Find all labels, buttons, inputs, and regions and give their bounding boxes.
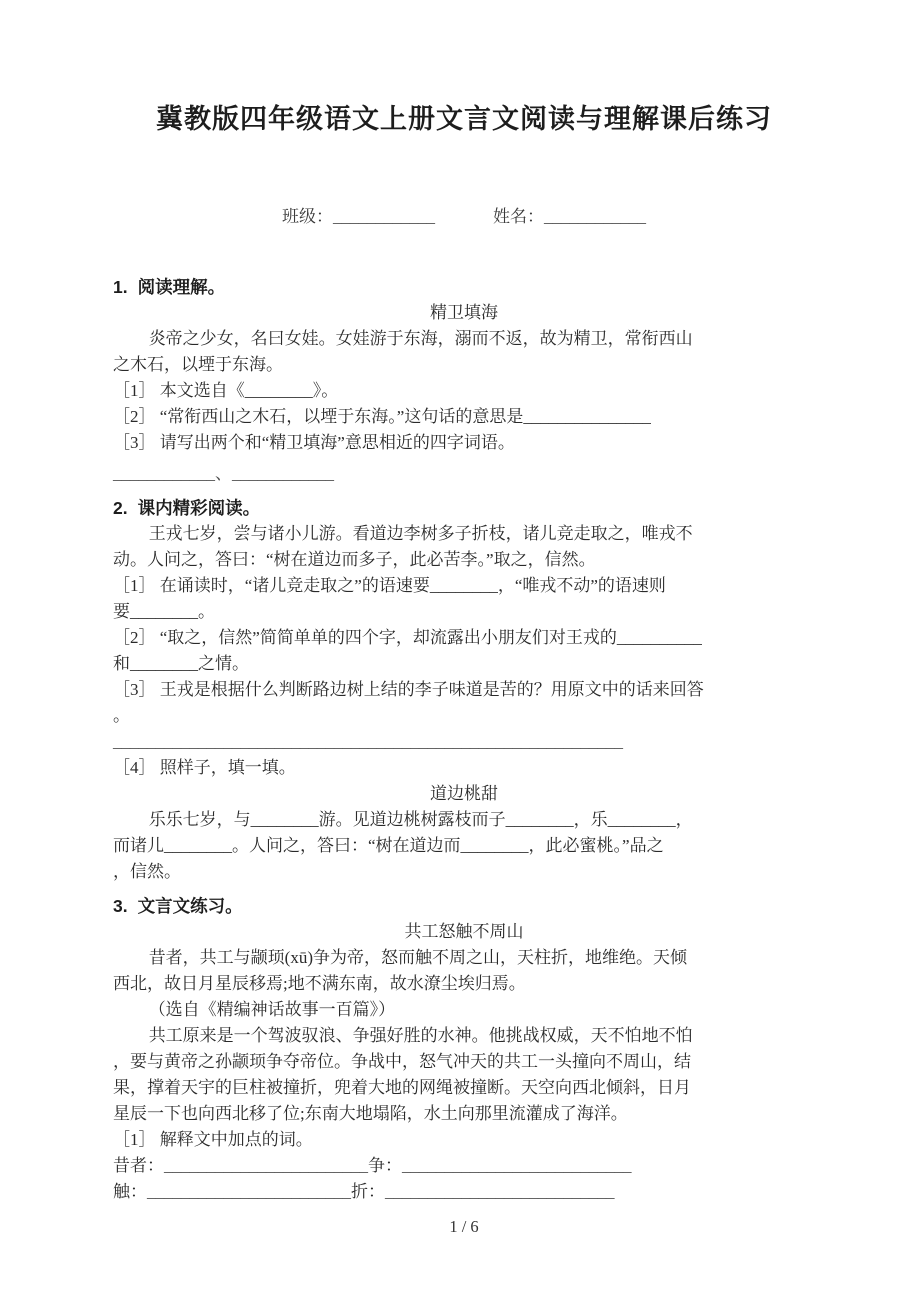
question-s2-q2: ［2］ “取之，信然”简简单单的四个字，却流露出小朋友们对王戎的__________ <box>113 628 702 647</box>
page-indicator: 1 / 6 <box>449 1217 479 1236</box>
name-field <box>493 207 646 226</box>
class-blank-line: ____________ <box>333 207 435 226</box>
passage-title-daobiantaotian: 道边桃甜 <box>430 784 498 803</box>
question-s2-q2-continued: 和________之情。 <box>113 654 249 673</box>
section-3-heading <box>113 893 815 919</box>
passage-line: 之木石，以堙于东海。 <box>113 355 283 374</box>
section-2-heading-label: 课内精彩阅读。 <box>137 498 261 518</box>
name-label: 姓名： <box>493 207 544 226</box>
name-blank-line: ____________ <box>544 207 646 226</box>
passage-line: 星辰一下也向西北移了位;东南大地塌陷，水土向那里流灌成了海洋。 <box>113 1104 628 1123</box>
passage-line: 果，撑着天宇的巨柱被撞折，兜着大地的网绳被撞断。天空向西北倾斜，日月 <box>113 1078 691 1097</box>
section-2-number: 2. <box>113 498 128 518</box>
question-s1-q1: ［1］ 本文选自《________》。 <box>113 381 339 400</box>
term-blank-line: ___________________________ <box>402 1156 632 1175</box>
passage-line: 西北，故日月星辰移焉;地不满东南，故水潦尘埃归焉。 <box>113 974 526 993</box>
passage-line: 而诸儿________。人问之，答曰：“树在道边而________，此必蜜桃。”品之 <box>113 836 664 855</box>
passage-line: 共工原来是一个驾波驭浪、争强好胜的水神。他挑战权威，天不怕地不怕 <box>148 1026 693 1045</box>
section-2-heading <box>113 495 815 521</box>
term-definition-row <box>113 1153 815 1179</box>
passage-line: ，要与黄帝之孙颛顼争夺帝位。争战中，怒气冲天的共工一头撞向不周山，结 <box>113 1052 691 1071</box>
section-3-heading-label: 文言文练习。 <box>137 896 243 916</box>
question-s2-q3-continued: 。 <box>113 706 130 725</box>
passage-line: 乐乐七岁，与________游。见道边桃树露枝而子________，乐________， <box>148 810 693 829</box>
passage-line: 动。人问之，答曰：“树在道边而多子，此必苦李。”取之，信然。 <box>113 550 596 569</box>
class-field <box>282 207 435 226</box>
passage-line: 王戎七岁，尝与诸小儿游。看道边李树多子折枝，诸儿竞走取之，唯戎不 <box>148 524 693 543</box>
answer-blank-pair: ____________、____________ <box>113 464 334 483</box>
section-3-number: 3. <box>113 896 128 916</box>
passage-title-gonggong: 共工怒触不周山 <box>404 922 524 941</box>
term-blank-line: ________________________ <box>164 1156 368 1175</box>
question-s1-q2: ［2］ “常衔西山之木石，以堙于东海。”这句话的意思是_______________ <box>113 407 651 426</box>
term-label: 触： <box>113 1182 147 1201</box>
question-s2-q4: ［4］ 照样子，填一填。 <box>113 758 296 777</box>
passage-line: ，信然。 <box>113 862 181 881</box>
term-blank-line: ________________________ <box>147 1182 351 1201</box>
question-s2-q1-continued: 要________。 <box>113 602 215 621</box>
question-s1-q3: ［3］ 请写出两个和“精卫填海”意思相近的四字词语。 <box>113 433 515 452</box>
term-label: 争： <box>368 1156 402 1175</box>
source-note: （选自《精编神话故事一百篇》） <box>148 1000 396 1019</box>
passage-title-jingweitianhai: 精卫填海 <box>430 303 498 322</box>
student-info-row <box>113 203 815 230</box>
answer-rule-line: ____________________________________________________________ <box>113 732 623 751</box>
passage-line: 炎帝之少女，名曰女娃。女娃游于东海，溺而不返，故为精卫，常衔西山 <box>148 329 693 348</box>
section-1-number: 1. <box>113 277 128 297</box>
term-blank-line: ___________________________ <box>385 1182 615 1201</box>
passage-line: 昔者，共工与颛顼(xū)争为帝，怒而触不周之山，天柱折，地维绝。天倾 <box>148 948 688 967</box>
term-definition-row <box>113 1179 815 1205</box>
document-title: 冀教版四年级语文上册文言文阅读与理解课后练习 <box>156 104 772 134</box>
question-s2-q3: ［3］ 王戎是根据什么判断路边树上结的李子味道是苦的？用原文中的话来回答 <box>113 680 704 699</box>
term-label: 昔者： <box>113 1156 164 1175</box>
question-s2-q1: ［1］ 在诵读时，“诸儿竞走取之”的语速要________，“唯戎不动”的语速则 <box>113 576 666 595</box>
class-label: 班级： <box>282 207 333 226</box>
section-1-heading-label: 阅读理解。 <box>137 277 226 297</box>
question-s3-q1: ［1］ 解释文中加点的词。 <box>113 1130 313 1149</box>
section-1-heading <box>113 274 815 300</box>
term-label: 折： <box>351 1182 385 1201</box>
